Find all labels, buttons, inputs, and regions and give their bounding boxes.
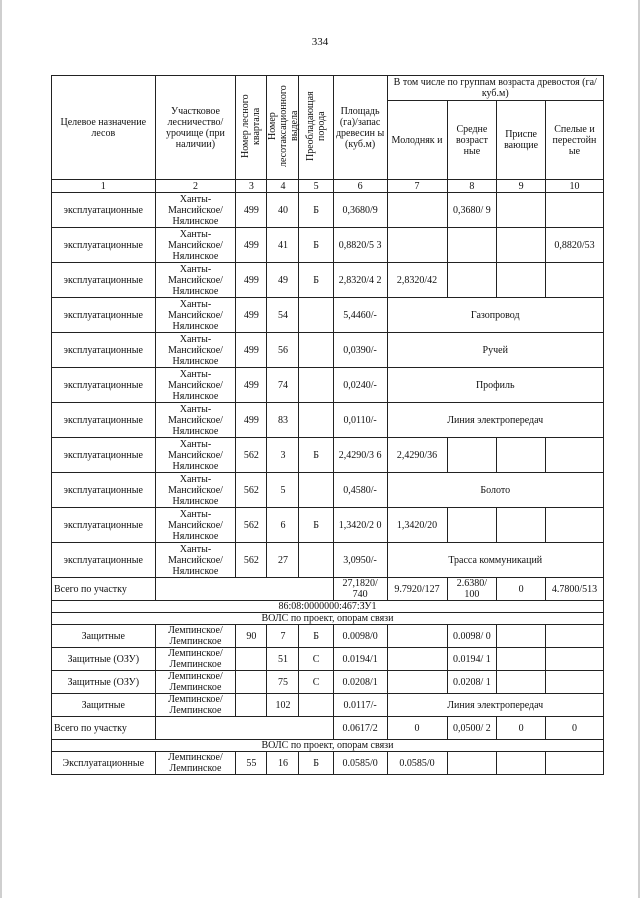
header-vydel: Номер лесотаксационного выдела <box>267 76 299 180</box>
area-cell: 2,8320/4 2 <box>333 263 387 298</box>
maturing-cell <box>497 752 546 775</box>
poroda-cell <box>299 368 333 403</box>
total-middle-aged: 0,0500/ 2 <box>447 717 497 740</box>
index-cell: 7 <box>387 180 447 193</box>
area-cell: 0.0117/- <box>333 694 387 717</box>
maturing-cell <box>497 625 546 648</box>
table-row <box>52 438 604 473</box>
vydel-cell: 74 <box>267 368 299 403</box>
purpose-cell: эксплуатационные <box>52 193 156 228</box>
land-category-cell: Профиль <box>387 368 604 403</box>
kvartal-cell: 90 <box>236 625 267 648</box>
purpose-cell: Защитные <box>52 625 156 648</box>
table-row <box>52 403 604 438</box>
total-label: Всего по участку <box>52 717 156 740</box>
young-cell <box>387 671 447 694</box>
kvartal-cell: 499 <box>236 403 267 438</box>
vydel-cell: 51 <box>267 648 299 671</box>
header-age-groups: В том числе по группам возраста древостоя (га/куб.м) <box>387 76 604 101</box>
kvartal-cell: 499 <box>236 368 267 403</box>
table-row <box>52 333 604 368</box>
purpose-cell: эксплуатационные <box>52 403 156 438</box>
table-row <box>52 752 604 775</box>
total-middle-aged: 2.6380/ 100 <box>447 578 497 601</box>
purpose-cell: Защитные <box>52 694 156 717</box>
section3-title: ВОЛС по проект, опорам связи <box>52 740 604 752</box>
total-area: 0.0617/2 <box>333 717 387 740</box>
maturing-cell <box>497 671 546 694</box>
total-maturing: 0 <box>497 717 546 740</box>
table-row <box>52 228 604 263</box>
poroda-cell: Б <box>299 625 333 648</box>
section1-body <box>52 193 604 578</box>
middle-aged-cell <box>447 263 497 298</box>
area-cell: 1,3420/2 0 <box>333 508 387 543</box>
middle-aged-cell: 0.0208/ 1 <box>447 671 497 694</box>
poroda-cell: Б <box>299 508 333 543</box>
mature-cell <box>545 625 603 648</box>
vydel-cell: 54 <box>267 298 299 333</box>
mature-cell <box>545 752 603 775</box>
land-category-cell: Болото <box>387 473 604 508</box>
forestry-cell: Лемпинское/ Лемпинское <box>155 625 236 648</box>
young-cell <box>387 648 447 671</box>
vydel-cell: 41 <box>267 228 299 263</box>
total-maturing: 0 <box>497 578 546 601</box>
middle-aged-cell <box>447 438 497 473</box>
young-cell <box>387 193 447 228</box>
vydel-cell: 6 <box>267 508 299 543</box>
area-cell: 0,8820/5 3 <box>333 228 387 263</box>
maturing-cell <box>497 228 546 263</box>
purpose-cell: эксплуатационные <box>52 438 156 473</box>
purpose-cell: эксплуатационные <box>52 228 156 263</box>
vydel-cell: 5 <box>267 473 299 508</box>
forestry-cell: Ханты-Мансийское/ Нялинское <box>155 333 236 368</box>
purpose-cell: эксплуатационные <box>52 543 156 578</box>
purpose-cell: эксплуатационные <box>52 368 156 403</box>
forest-plots-table <box>51 75 604 775</box>
forestry-cell: Ханты-Мансийское/ Нялинское <box>155 438 236 473</box>
poroda-cell: С <box>299 671 333 694</box>
mature-cell <box>545 508 603 543</box>
forestry-cell: Ханты-Мансийское/ Нялинское <box>155 508 236 543</box>
maturing-cell <box>497 648 546 671</box>
purpose-cell: эксплуатационные <box>52 473 156 508</box>
area-cell: 0,0390/- <box>333 333 387 368</box>
table-row <box>52 473 604 508</box>
young-cell: 1,3420/20 <box>387 508 447 543</box>
kvartal-cell: 562 <box>236 543 267 578</box>
vydel-cell: 83 <box>267 403 299 438</box>
poroda-cell <box>299 473 333 508</box>
forestry-cell: Ханты-Мансийское/ Нялинское <box>155 543 236 578</box>
purpose-cell: Защитные (ОЗУ) <box>52 671 156 694</box>
forestry-cell: Ханты-Мансийское/ Нялинское <box>155 298 236 333</box>
forestry-cell: Лемпинское/ Лемпинское <box>155 752 236 775</box>
header-poroda: Преобладающая порода <box>299 76 333 180</box>
kvartal-cell: 499 <box>236 193 267 228</box>
index-cell: 10 <box>545 180 603 193</box>
area-cell: 0,4580/- <box>333 473 387 508</box>
purpose-cell: Эксплуатационные <box>52 752 156 775</box>
header-mature: Спелые и перестойн ые <box>545 101 603 180</box>
poroda-cell: Б <box>299 438 333 473</box>
header-middle-aged: Средне возраст ные <box>447 101 497 180</box>
total-young: 9.7920/127 <box>387 578 447 601</box>
table-row <box>52 508 604 543</box>
poroda-cell: Б <box>299 193 333 228</box>
header-purpose: Целевое назначение лесов <box>52 76 156 180</box>
kvartal-cell: 562 <box>236 473 267 508</box>
index-cell: 8 <box>447 180 497 193</box>
page-left-edge <box>0 0 2 898</box>
cadastral-number: 86:08:0000000:467:ЗУ1 <box>52 601 604 613</box>
forestry-cell: Ханты-Мансийское/ Нялинское <box>155 403 236 438</box>
purpose-cell: Защитные (ОЗУ) <box>52 648 156 671</box>
table-row <box>52 263 604 298</box>
index-cell: 3 <box>236 180 267 193</box>
poroda-cell: Б <box>299 752 333 775</box>
table-row <box>52 193 604 228</box>
mature-cell <box>545 671 603 694</box>
total-label: Всего по участку <box>52 578 156 601</box>
area-cell: 0.0585/0 <box>333 752 387 775</box>
young-cell <box>387 625 447 648</box>
kvartal-cell: 562 <box>236 508 267 543</box>
area-cell: 0,0240/- <box>333 368 387 403</box>
mature-cell <box>545 193 603 228</box>
maturing-cell <box>497 193 546 228</box>
forestry-cell: Ханты-Мансийское/ Нялинское <box>155 473 236 508</box>
mature-cell <box>545 438 603 473</box>
poroda-cell: Б <box>299 263 333 298</box>
forestry-cell: Ханты-Мансийское/ Нялинское <box>155 368 236 403</box>
table-row <box>52 298 604 333</box>
kvartal-cell: 499 <box>236 228 267 263</box>
header-forestry: Участковое лесничество/ урочище (при наличии) <box>155 76 236 180</box>
section3-title-row <box>52 740 604 752</box>
table-row <box>52 671 604 694</box>
header-maturing: Приспе вающие <box>497 101 546 180</box>
area-cell: 0.0194/1 <box>333 648 387 671</box>
area-cell: 3,0950/- <box>333 543 387 578</box>
middle-aged-cell: 0.0194/ 1 <box>447 648 497 671</box>
vydel-cell: 7 <box>267 625 299 648</box>
middle-aged-cell: 0.0098/ 0 <box>447 625 497 648</box>
middle-aged-cell <box>447 228 497 263</box>
vydel-cell: 16 <box>267 752 299 775</box>
section1-summary <box>52 578 604 625</box>
land-category-cell: Трасса коммуникаций <box>387 543 604 578</box>
table-row <box>52 648 604 671</box>
forestry-cell: Лемпинское/ Лемпинское <box>155 648 236 671</box>
forestry-cell: Ханты-Мансийское/ Нялинское <box>155 193 236 228</box>
total-blank <box>155 578 333 601</box>
area-cell: 5,4460/- <box>333 298 387 333</box>
cadastral-row <box>52 601 604 613</box>
purpose-cell: эксплуатационные <box>52 508 156 543</box>
index-cell: 1 <box>52 180 156 193</box>
middle-aged-cell <box>447 752 497 775</box>
table-row <box>52 543 604 578</box>
kvartal-cell <box>236 694 267 717</box>
purpose-cell: эксплуатационные <box>52 333 156 368</box>
index-cell: 5 <box>299 180 333 193</box>
area-cell: 0,3680/9 <box>333 193 387 228</box>
header-row-top <box>52 76 604 101</box>
forestry-cell: Лемпинское/ Лемпинское <box>155 671 236 694</box>
poroda-cell <box>299 403 333 438</box>
maturing-cell <box>497 508 546 543</box>
index-cell: 4 <box>267 180 299 193</box>
index-cell: 9 <box>497 180 546 193</box>
section2-total-row <box>52 717 604 740</box>
total-mature: 0 <box>545 717 603 740</box>
table-row <box>52 625 604 648</box>
young-cell: 2,4290/36 <box>387 438 447 473</box>
table-row <box>52 694 604 717</box>
header-kvartal: Номер лесного квартала <box>236 76 267 180</box>
kvartal-cell <box>236 671 267 694</box>
mature-cell <box>545 648 603 671</box>
total-mature: 4.7800/513 <box>545 578 603 601</box>
maturing-cell <box>497 263 546 298</box>
kvartal-cell <box>236 648 267 671</box>
section2-title: ВОЛС по проект, опорам связи <box>52 613 604 625</box>
young-cell <box>387 228 447 263</box>
mature-cell <box>545 263 603 298</box>
page-number: 334 <box>311 36 329 48</box>
section3-body <box>52 752 604 775</box>
middle-aged-cell <box>447 508 497 543</box>
header-area: Площадь (га)/запас древесин ы (куб.м) <box>333 76 387 180</box>
young-cell: 2,8320/42 <box>387 263 447 298</box>
area-cell: 0.0208/1 <box>333 671 387 694</box>
forestry-cell: Ханты-Мансийское/ Нялинское <box>155 263 236 298</box>
young-cell: 0.0585/0 <box>387 752 447 775</box>
land-category-cell: Ручей <box>387 333 604 368</box>
total-blank <box>155 717 333 740</box>
section2-body <box>52 625 604 717</box>
vydel-cell: 3 <box>267 438 299 473</box>
total-young: 0 <box>387 717 447 740</box>
area-cell: 0,0110/- <box>333 403 387 438</box>
total-area: 27,1820/ 740 <box>333 578 387 601</box>
poroda-cell <box>299 694 333 717</box>
vydel-cell: 75 <box>267 671 299 694</box>
vydel-cell: 49 <box>267 263 299 298</box>
purpose-cell: эксплуатационные <box>52 298 156 333</box>
vydel-cell: 27 <box>267 543 299 578</box>
kvartal-cell: 499 <box>236 333 267 368</box>
land-category-cell: Линия электропередач <box>387 694 604 717</box>
poroda-cell <box>299 543 333 578</box>
middle-aged-cell: 0,3680/ 9 <box>447 193 497 228</box>
area-cell: 2,4290/3 6 <box>333 438 387 473</box>
index-cell: 2 <box>155 180 236 193</box>
kvartal-cell: 499 <box>236 263 267 298</box>
section1-total-row <box>52 578 604 601</box>
section2-title-row <box>52 613 604 625</box>
poroda-cell <box>299 333 333 368</box>
land-category-cell: Газопровод <box>387 298 604 333</box>
poroda-cell: С <box>299 648 333 671</box>
header-young: Молодняк и <box>387 101 447 180</box>
vydel-cell: 56 <box>267 333 299 368</box>
section2-summary <box>52 717 604 752</box>
kvartal-cell: 55 <box>236 752 267 775</box>
index-row <box>52 180 604 193</box>
area-cell: 0.0098/0 <box>333 625 387 648</box>
forestry-cell: Лемпинское/ Лемпинское <box>155 694 236 717</box>
kvartal-cell: 499 <box>236 298 267 333</box>
poroda-cell <box>299 298 333 333</box>
purpose-cell: эксплуатационные <box>52 263 156 298</box>
maturing-cell <box>497 438 546 473</box>
table-row <box>52 368 604 403</box>
mature-cell: 0,8820/53 <box>545 228 603 263</box>
kvartal-cell: 562 <box>236 438 267 473</box>
index-cell: 6 <box>333 180 387 193</box>
poroda-cell: Б <box>299 228 333 263</box>
vydel-cell: 102 <box>267 694 299 717</box>
land-category-cell: Линия электропередач <box>387 403 604 438</box>
vydel-cell: 40 <box>267 193 299 228</box>
forestry-cell: Ханты-Мансийское/ Нялинское <box>155 228 236 263</box>
